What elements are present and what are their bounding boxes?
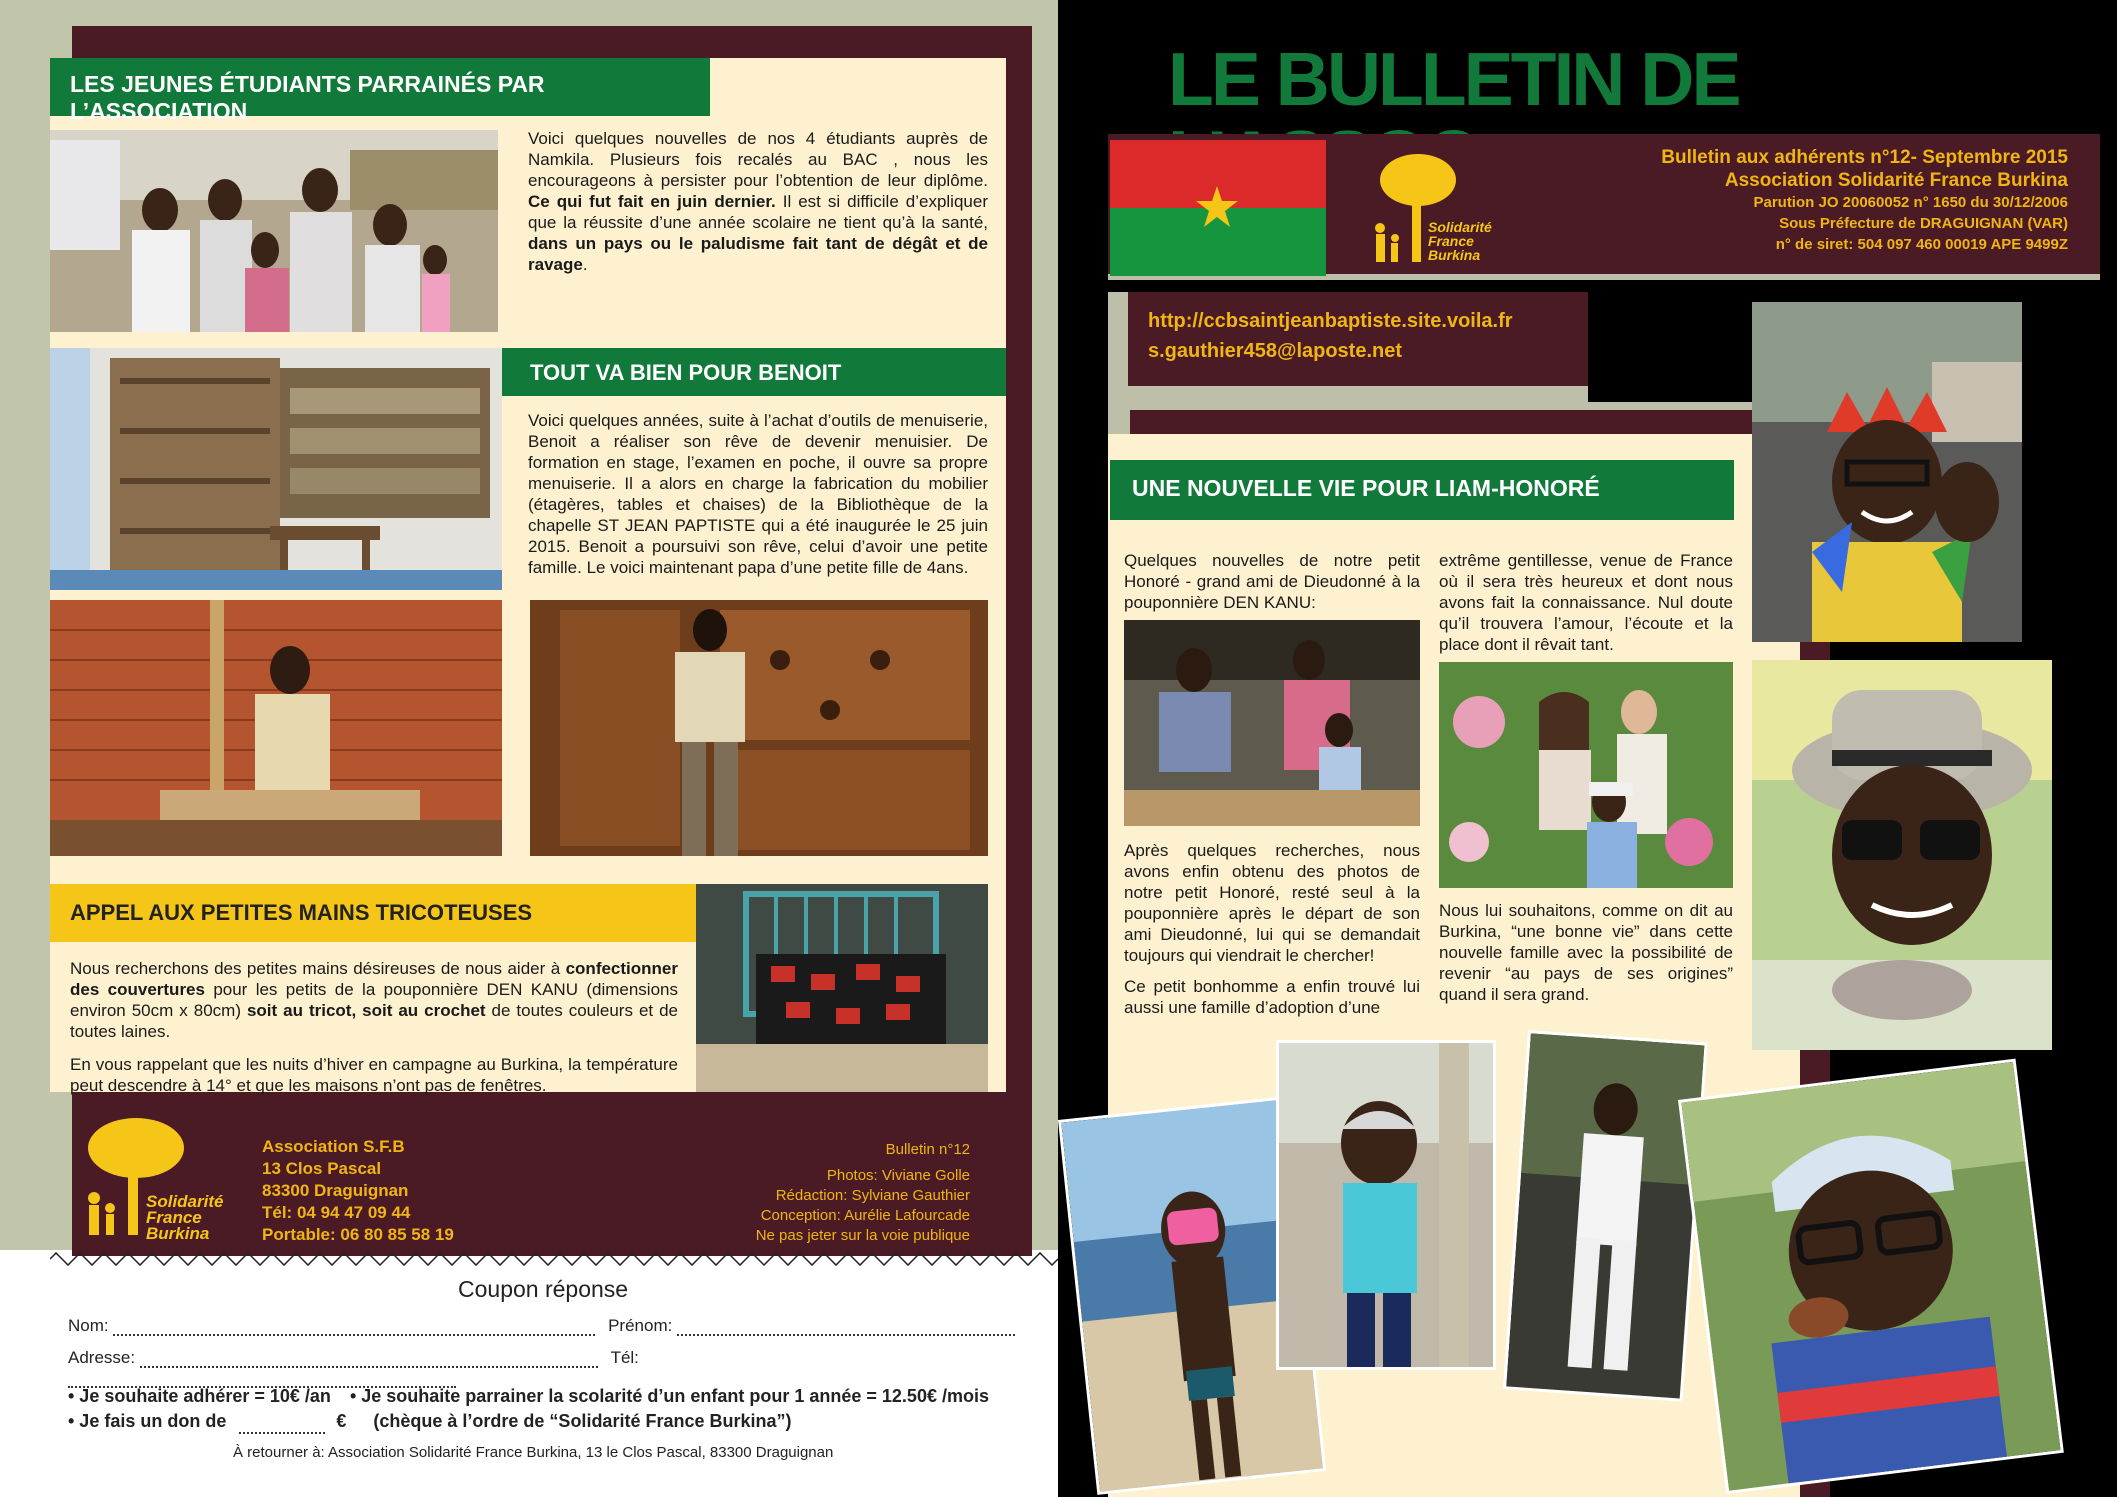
footer-addr-phone: Tél: 04 94 47 09 44 — [262, 1203, 411, 1222]
credit-notice: Ne pas jeter sur la voie publique — [755, 1227, 970, 1244]
email-link[interactable]: s.gauthier458@laposte.net — [1148, 340, 1403, 362]
footer-addr-name: Association S.F.B — [262, 1137, 405, 1156]
coupon-row-address — [68, 1348, 1028, 1370]
tricot-text: Nous recherchons des petites mains désireuses de nous aider à confectionner des couvertures pour les petits de la pouponnière DEN KANU (dimensions environ 50cm x 80cm) soit au tricot, soit au crochet de toutes couleurs et de toutes laines. En vous rappelant que les nuits d’hiver en campagne au Burkina, la température peut descendre à 14° et que les maisons n’ont pas de fenêtres. — [70, 959, 679, 1095]
coupon-don-amount-field[interactable] — [239, 1418, 325, 1434]
liam-pouponniere-photo — [1124, 620, 1420, 826]
credit-conception: Conception: Aurélie Lafourcade — [760, 1207, 970, 1224]
footer-logo-line1: Solidarité — [146, 1192, 224, 1211]
coupon-option-don[interactable]: • Je fais un don de — [68, 1411, 227, 1431]
header-logo-line2: France — [1428, 233, 1474, 249]
liam-col2-text: Nous lui souhaitons, comme on dit au Burkina, “une bonne vie” dans cette nouvelle famille avec la possibilité de revenir “au pays de ses origines” quand il sera grand. — [1439, 901, 1733, 1004]
crib-photo — [696, 884, 988, 1092]
benoit-workshop-photo — [50, 600, 502, 856]
links-text — [1148, 306, 1513, 366]
header-prefecture: Sous Préfecture de DRAGUIGNAN (VAR) — [1779, 215, 2068, 232]
burkina-flag — [1110, 140, 1326, 276]
students-photo — [50, 130, 498, 332]
liam-family-photo — [1439, 662, 1733, 888]
coupon-title: Coupon réponse — [458, 1276, 629, 1302]
header-siret: n° de siret: 504 097 460 00019 APE 9499Z — [1775, 236, 2068, 253]
footer-addr-mobile: Portable: 06 80 85 58 19 — [262, 1225, 454, 1244]
coupon-tel-label: Tél: — [610, 1348, 639, 1367]
liam-garden-photo — [1503, 1030, 1708, 1402]
coupon-options — [68, 1384, 989, 1434]
footer-logo-line3: Burkina — [146, 1224, 210, 1243]
coupon-don-currency: € — [336, 1411, 347, 1431]
coupon-option-parrainer[interactable]: • Je souhaite parrainer la scolarité d’un enfant pour 1 année = 12.50€ /mois — [349, 1386, 989, 1406]
footer-logo-line2: France — [146, 1208, 202, 1227]
coupon-prenom-label: Prénom: — [608, 1316, 673, 1335]
left-page — [0, 0, 1058, 1497]
credit-bulletin: Bulletin n°12 — [885, 1141, 970, 1158]
footer-addr-city: 83300 Draguignan — [262, 1181, 409, 1200]
tricot-title: APPEL AUX PETITES MAINS TRICOTEUSES — [50, 884, 696, 942]
liam-hat-photo — [1752, 660, 2052, 1050]
footer-credits — [680, 1140, 970, 1246]
website-link[interactable]: http://ccbsaintjeanbaptiste.site.voila.fr — [1148, 310, 1513, 332]
coupon-adresse-label: Adresse: — [68, 1348, 136, 1367]
header-logo-line1: Solidarité — [1428, 219, 1492, 235]
students-title: LES JEUNES ÉTUDIANTS PARRAINÉS PAR L’ASSOCIATION — [50, 58, 710, 116]
benoit-title: TOUT VA BIEN POUR BENOIT — [502, 348, 1006, 396]
header-info — [1578, 146, 2068, 255]
header-jo: Parution JO 20060052 n° 1650 du 30/12/2006 — [1753, 194, 2068, 211]
coupon-nom-field[interactable] — [113, 1320, 595, 1336]
header-logo — [1368, 144, 1548, 274]
liam-col1-intro: Quelques nouvelles de notre petit Honoré - grand ami de Dieudonné à la pouponnière DEN KANU: — [1124, 551, 1420, 612]
bulletin-title: LE BULLETIN DE — [1168, 37, 1739, 121]
credit-photos: Photos: Viviane Golle — [826, 1167, 970, 1184]
footer-address — [262, 1136, 454, 1246]
coupon-return-address: À retourner à: Association Solidarité France Burkina, 13 le Clos Pascal, 83300 Draguignan — [233, 1444, 834, 1461]
cut-line-divider — [50, 1252, 1058, 1266]
coupon-option-adherer[interactable]: • Je souhaite adhérer = 10€ /an — [68, 1386, 331, 1406]
liam-col2-intro: extrême gentillesse, venue de France où il sera très heureux et dont nous avons fait la connaissance. Nul doute qu’il trouvera l’amour, l’écoute et la place dont il rêvait tant. — [1439, 551, 1733, 654]
header-logo-line3: Burkina — [1428, 247, 1481, 263]
liam-playground-photo — [1276, 1040, 1496, 1370]
benoit-furniture-photo — [530, 600, 988, 856]
liam-col1-p2: Après quelques recherches, nous avons enfin obtenu des photos de notre petit Honoré, resté seul à la pouponnière après le départ de son ami Dieudonné, lui qui se demandait toujours qui viendrait le chercher! — [1124, 841, 1420, 965]
liam-title: UNE NOUVELLE VIE POUR LIAM-HONORÉ — [1110, 460, 1734, 520]
library-photo — [50, 348, 502, 590]
coupon-nom-label: Nom: — [68, 1316, 109, 1335]
coupon-prenom-field[interactable] — [677, 1320, 1015, 1336]
benoit-text: Voici quelques années, suite à l’achat d’outils de menuiserie, Benoit a réaliser son rêve de devenir menuisier. De formation en stage, l’examen en poche, il ouvre sa propre menuiserie. Il a alors en charge la fabrication du mobilier (étagères, tables et chaises) de la Bibliothèque de la chapelle ST JEAN PAPTISTE qui a été inaugurée le 25 juin 2015. Benoit a poursuivi son rêve, celui d’avoir une petite famille. Le voici maintenant papa d’une petite fille de 4ans. — [528, 411, 988, 577]
right-page — [1058, 0, 2117, 1497]
flag-star-icon — [1194, 184, 1240, 230]
liam-col1-text — [1124, 840, 1420, 1018]
coupon-cheque-note: (chèque à l’ordre de “Solidarité France Burkina”) — [373, 1411, 792, 1431]
footer-addr-street: 13 Clos Pascal — [262, 1159, 382, 1178]
liam-col1-p3: Ce petit bonhomme a enfin trouvé lui aussi une famille d’adoption d’une — [1124, 977, 1420, 1017]
coupon-adresse-field[interactable] — [140, 1352, 598, 1368]
liam-crown-photo — [1752, 302, 2022, 642]
coupon-row-name — [68, 1316, 1028, 1338]
students-text: Voici quelques nouvelles de nos 4 étudiants auprès de Namkila. Plusieurs fois recalés au BAC , nous les encourageons à persister pour l’obtention de leur diplôme. Ce qui fut fait en juin dernier. Il est si difficile d’expliquer que la réussite d’une année scolaire ne tient qu’à la santé, dans un pays ou le paludisme fait tant de dégât et de ravage. — [528, 129, 988, 274]
credit-redaction: Rédaction: Sylviane Gauthier — [775, 1187, 970, 1204]
header-association: Association Solidarité France Burkina — [1724, 170, 2068, 191]
header-issue: Bulletin aux adhérents n°12- Septembre 2015 — [1661, 147, 2068, 168]
liam-cap-photo — [1678, 1059, 2064, 1494]
footer-logo — [76, 1110, 266, 1243]
